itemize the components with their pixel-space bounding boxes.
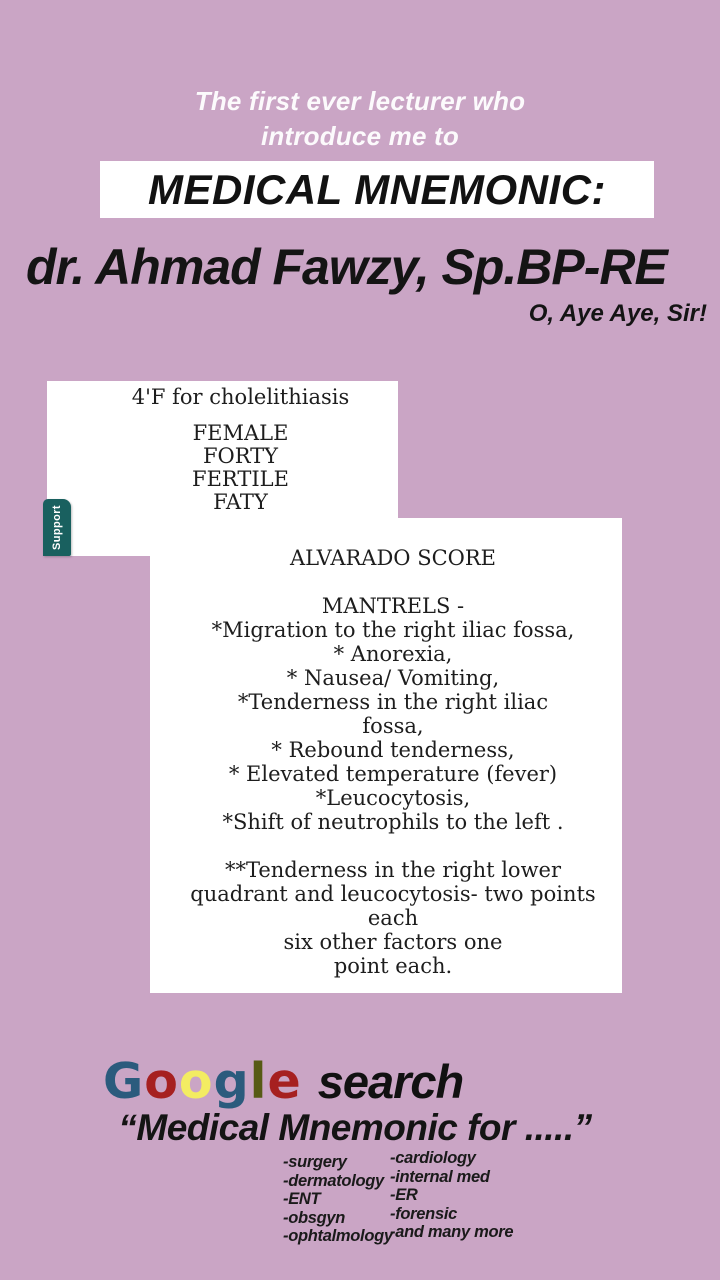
mnemonic-line: * Elevated temperature (fever) <box>228 762 558 786</box>
google-logo <box>103 1053 302 1110</box>
mnemonic-line: FORTY <box>202 444 279 468</box>
page-title: MEDICAL MNEMONIC: <box>147 165 607 213</box>
mnemonic-line: * Rebound tenderness, <box>271 738 515 762</box>
mnemonic-line: FERTILE <box>192 467 289 491</box>
search-word: search <box>317 1055 464 1108</box>
specialty-item: -cardiology <box>390 1149 476 1167</box>
intro-line-2: introduce me to <box>260 121 459 151</box>
search-query-text: “Medical Mnemonic for .....” <box>118 1107 592 1148</box>
mnemonic-line: *Migration to the right iliac fossa, <box>211 618 575 642</box>
specialties-right-column <box>390 1149 513 1242</box>
specialties-left-column <box>283 1153 393 1246</box>
mnemonic-line: fossa, <box>362 714 424 738</box>
mnemonic-line: *Shift of neutrophils to the left . <box>222 810 564 834</box>
mnemonic-line: *Tenderness in the right iliac <box>237 690 549 714</box>
support-tab-label: Support <box>51 505 63 550</box>
lecturer-name: dr. Ahmad Fawzy, Sp.BP-RE <box>26 239 667 295</box>
google-search-row <box>103 1053 463 1110</box>
title-strip <box>100 161 654 218</box>
google-letter: g <box>213 1053 250 1110</box>
specialty-item: -ENT <box>283 1190 321 1208</box>
mnemonic-line: **Tenderness in the right lower <box>224 858 562 882</box>
mnemonic-line: each <box>367 906 419 930</box>
mnemonic-line: quadrant and leucocytosis- two points <box>190 882 596 906</box>
mnemonic-line: FATY <box>213 490 268 514</box>
support-tab-button[interactable] <box>43 499 71 556</box>
cholelithiasis-lines <box>83 422 398 514</box>
mnemonic-line: *Leucocytosis, <box>315 786 471 810</box>
mnemonic-line: * Anorexia, <box>333 642 453 666</box>
intro-line-1: The first ever lecturer who <box>194 86 526 116</box>
specialty-item: -and many more <box>390 1223 514 1241</box>
google-letter: e <box>267 1053 302 1110</box>
intro-text <box>0 84 720 154</box>
specialty-item: -internal med <box>390 1167 490 1186</box>
mnemonic-line: point each. <box>333 954 453 978</box>
mnemonic-line: MANTRELS - <box>321 594 465 618</box>
google-letter: o <box>144 1053 179 1110</box>
salute-text: O, Aye Aye, Sir! <box>528 300 707 327</box>
mnemonic-line: FEMALE <box>192 421 289 445</box>
specialty-item: -surgery <box>283 1153 347 1171</box>
mnemonic-line: six other factors one <box>283 930 503 954</box>
google-letter: o <box>178 1053 214 1110</box>
google-letter: l <box>249 1053 268 1110</box>
alvarado-title: ALVARADO SCORE <box>289 546 497 570</box>
specialty-item: -dermatology <box>283 1171 384 1190</box>
alvarado-card <box>150 518 622 993</box>
mnemonic-line: * Nausea/ Vomiting, <box>286 666 500 690</box>
mnemonic-line <box>164 834 622 858</box>
specialty-item: -obsgyn <box>283 1208 346 1227</box>
specialty-item: -ophtalmology <box>283 1227 393 1245</box>
specialty-item: -ER <box>390 1186 418 1204</box>
mnemonic-line <box>164 570 622 594</box>
google-letter: G <box>103 1053 145 1110</box>
cholelithiasis-title: 4'F for cholelithiasis <box>131 385 350 409</box>
specialty-item: -forensic <box>390 1204 457 1223</box>
